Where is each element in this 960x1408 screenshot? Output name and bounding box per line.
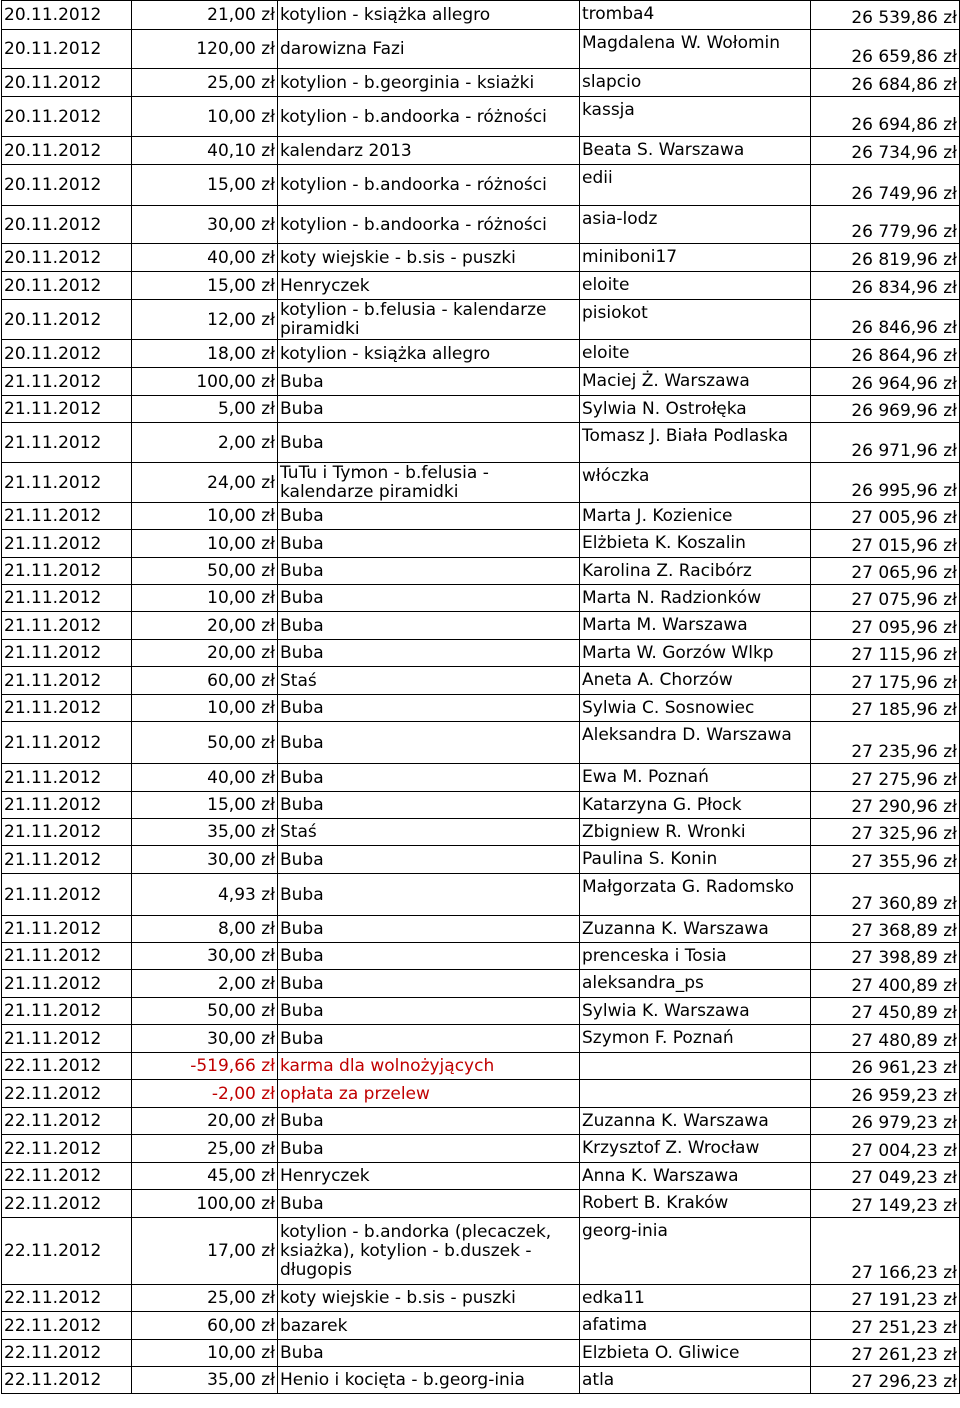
date-cell: 21.11.2012 bbox=[2, 722, 132, 764]
date-cell: 22.11.2012 bbox=[2, 1080, 132, 1108]
description-cell: Staś bbox=[278, 819, 580, 846]
date-cell: 21.11.2012 bbox=[2, 792, 132, 819]
date-cell: 22.11.2012 bbox=[2, 1340, 132, 1367]
balance-cell: 27 325,96 zł bbox=[811, 819, 960, 846]
donor-cell: Beata S. Warszawa bbox=[580, 137, 811, 165]
donor-cell: Marta W. Gorzów Wlkp bbox=[580, 640, 811, 667]
donor-cell: Paulina S. Konin bbox=[580, 846, 811, 874]
balance-cell: 27 166,23 zł bbox=[811, 1218, 960, 1285]
balance-cell: 27 115,96 zł bbox=[811, 640, 960, 667]
ledger-table bbox=[1, 0, 960, 1394]
description-cell: Buba bbox=[278, 1025, 580, 1053]
donor-cell: eloite bbox=[580, 340, 811, 368]
donor-cell: Anna K. Warszawa bbox=[580, 1163, 811, 1190]
table-row bbox=[2, 300, 960, 340]
amount-cell: 12,00 zł bbox=[132, 300, 278, 340]
table-row bbox=[2, 819, 960, 846]
table-row bbox=[2, 846, 960, 874]
balance-cell: 26 846,96 zł bbox=[811, 300, 960, 340]
description-cell: kotylion - książka allegro bbox=[278, 1, 580, 30]
donor-cell: kassja bbox=[580, 97, 811, 137]
table-row bbox=[2, 1135, 960, 1163]
table-row bbox=[2, 667, 960, 695]
balance-cell: 26 864,96 zł bbox=[811, 340, 960, 368]
table-row bbox=[2, 612, 960, 640]
description-cell: Buba bbox=[278, 503, 580, 530]
description-cell: Buba bbox=[278, 1190, 580, 1218]
description-cell: Buba bbox=[278, 368, 580, 396]
amount-cell: 120,00 zł bbox=[132, 30, 278, 69]
amount-cell: 40,10 zł bbox=[132, 137, 278, 165]
date-cell: 21.11.2012 bbox=[2, 368, 132, 396]
amount-cell: 15,00 zł bbox=[132, 272, 278, 300]
date-cell: 21.11.2012 bbox=[2, 874, 132, 916]
balance-cell: 26 979,23 zł bbox=[811, 1108, 960, 1135]
date-cell: 21.11.2012 bbox=[2, 916, 132, 943]
balance-cell: 26 995,96 zł bbox=[811, 463, 960, 503]
table-row bbox=[2, 1218, 960, 1285]
description-cell: Henryczek bbox=[278, 272, 580, 300]
amount-cell: 10,00 zł bbox=[132, 530, 278, 558]
date-cell: 22.11.2012 bbox=[2, 1312, 132, 1340]
donor-cell: Zuzanna K. Warszawa bbox=[580, 1108, 811, 1135]
date-cell: 21.11.2012 bbox=[2, 463, 132, 503]
balance-cell: 27 251,23 zł bbox=[811, 1312, 960, 1340]
amount-cell: 50,00 zł bbox=[132, 998, 278, 1025]
donor-cell: Sylwia C. Sosnowiec bbox=[580, 695, 811, 722]
balance-cell: 27 065,96 zł bbox=[811, 558, 960, 585]
donor-cell: Małgorzata G. Radomsko bbox=[580, 874, 811, 916]
table-row bbox=[2, 1080, 960, 1108]
balance-cell: 26 694,86 zł bbox=[811, 97, 960, 137]
table-row bbox=[2, 874, 960, 916]
donor-cell: Szymon F. Poznań bbox=[580, 1025, 811, 1053]
date-cell: 21.11.2012 bbox=[2, 667, 132, 695]
donor-cell: Magdalena W. Wołomin bbox=[580, 30, 811, 69]
description-cell: Buba bbox=[278, 998, 580, 1025]
date-cell: 20.11.2012 bbox=[2, 272, 132, 300]
amount-cell: 18,00 zł bbox=[132, 340, 278, 368]
date-cell: 20.11.2012 bbox=[2, 97, 132, 137]
table-row bbox=[2, 423, 960, 463]
description-cell: bazarek bbox=[278, 1312, 580, 1340]
table-row bbox=[2, 998, 960, 1025]
donor-cell: Katarzyna G. Płock bbox=[580, 792, 811, 819]
description-cell: Buba bbox=[278, 1108, 580, 1135]
date-cell: 20.11.2012 bbox=[2, 244, 132, 272]
description-cell: darowizna Fazi bbox=[278, 30, 580, 69]
donor-cell: Tomasz J. Biała Podlaska bbox=[580, 423, 811, 463]
description-cell: kotylion - b.andorka (plecaczek, ksiażka), kotylion - b.duszek - długopis bbox=[278, 1218, 580, 1285]
balance-cell: 26 961,23 zł bbox=[811, 1053, 960, 1080]
balance-cell: 26 734,96 zł bbox=[811, 137, 960, 165]
donor-cell: Aneta A. Chorzów bbox=[580, 667, 811, 695]
balance-cell: 27 398,89 zł bbox=[811, 943, 960, 970]
table-row bbox=[2, 1108, 960, 1135]
table-row bbox=[2, 30, 960, 69]
amount-cell: 50,00 zł bbox=[132, 722, 278, 764]
date-cell: 22.11.2012 bbox=[2, 1053, 132, 1080]
description-cell: kalendarz 2013 bbox=[278, 137, 580, 165]
date-cell: 22.11.2012 bbox=[2, 1108, 132, 1135]
amount-cell: -519,66 zł bbox=[132, 1053, 278, 1080]
donor-cell: Elżbieta K. Koszalin bbox=[580, 530, 811, 558]
amount-cell: 45,00 zł bbox=[132, 1163, 278, 1190]
amount-cell: 10,00 zł bbox=[132, 1340, 278, 1367]
amount-cell: -2,00 zł bbox=[132, 1080, 278, 1108]
table-row bbox=[2, 1190, 960, 1218]
table-row bbox=[2, 97, 960, 137]
balance-cell: 27 450,89 zł bbox=[811, 998, 960, 1025]
donor-cell: włóczka bbox=[580, 463, 811, 503]
table-row bbox=[2, 1025, 960, 1053]
table-row bbox=[2, 1285, 960, 1312]
donor-cell: aleksandra_ps bbox=[580, 970, 811, 998]
balance-cell: 27 360,89 zł bbox=[811, 874, 960, 916]
amount-cell: 10,00 zł bbox=[132, 503, 278, 530]
table-row bbox=[2, 244, 960, 272]
description-cell: karma dla wolnożyjących bbox=[278, 1053, 580, 1080]
amount-cell: 50,00 zł bbox=[132, 558, 278, 585]
date-cell: 20.11.2012 bbox=[2, 30, 132, 69]
table-row bbox=[2, 530, 960, 558]
table-row bbox=[2, 137, 960, 165]
donor-cell: Zuzanna K. Warszawa bbox=[580, 916, 811, 943]
amount-cell: 20,00 zł bbox=[132, 640, 278, 667]
amount-cell: 25,00 zł bbox=[132, 69, 278, 97]
balance-cell: 26 749,96 zł bbox=[811, 165, 960, 206]
description-cell: koty wiejskie - b.sis - puszki bbox=[278, 1285, 580, 1312]
date-cell: 22.11.2012 bbox=[2, 1190, 132, 1218]
description-cell: Buba bbox=[278, 943, 580, 970]
amount-cell: 60,00 zł bbox=[132, 667, 278, 695]
amount-cell: 100,00 zł bbox=[132, 1190, 278, 1218]
table-row bbox=[2, 503, 960, 530]
description-cell: Buba bbox=[278, 423, 580, 463]
balance-cell: 27 355,96 zł bbox=[811, 846, 960, 874]
amount-cell: 20,00 zł bbox=[132, 1108, 278, 1135]
amount-cell: 30,00 zł bbox=[132, 846, 278, 874]
donor-cell: Aleksandra D. Warszawa bbox=[580, 722, 811, 764]
date-cell: 21.11.2012 bbox=[2, 396, 132, 423]
description-cell: Henryczek bbox=[278, 1163, 580, 1190]
table-row bbox=[2, 792, 960, 819]
amount-cell: 40,00 zł bbox=[132, 764, 278, 792]
balance-cell: 27 296,23 zł bbox=[811, 1367, 960, 1394]
amount-cell: 25,00 zł bbox=[132, 1285, 278, 1312]
table-row bbox=[2, 1, 960, 30]
donor-cell: Marta N. Radzionków bbox=[580, 585, 811, 612]
amount-cell: 17,00 zł bbox=[132, 1218, 278, 1285]
balance-cell: 26 959,23 zł bbox=[811, 1080, 960, 1108]
balance-cell: 26 969,96 zł bbox=[811, 396, 960, 423]
balance-cell: 27 261,23 zł bbox=[811, 1340, 960, 1367]
donor-cell: slapcio bbox=[580, 69, 811, 97]
donor-cell: Karolina Z. Racibórz bbox=[580, 558, 811, 585]
balance-cell: 26 819,96 zł bbox=[811, 244, 960, 272]
amount-cell: 60,00 zł bbox=[132, 1312, 278, 1340]
description-cell: kotylion - książka allegro bbox=[278, 340, 580, 368]
description-cell: Henio i kocięta - b.georg-inia bbox=[278, 1367, 580, 1394]
balance-cell: 26 779,96 zł bbox=[811, 206, 960, 244]
description-cell: TuTu i Tymon - b.felusia - kalendarze piramidki bbox=[278, 463, 580, 503]
description-cell: Buba bbox=[278, 916, 580, 943]
description-cell: koty wiejskie - b.sis - puszki bbox=[278, 244, 580, 272]
amount-cell: 10,00 zł bbox=[132, 97, 278, 137]
table-row bbox=[2, 368, 960, 396]
balance-cell: 26 684,86 zł bbox=[811, 69, 960, 97]
table-row bbox=[2, 764, 960, 792]
donor-cell: eloite bbox=[580, 272, 811, 300]
date-cell: 20.11.2012 bbox=[2, 69, 132, 97]
donor-cell: tromba4 bbox=[580, 1, 811, 30]
donor-cell: Krzysztof Z. Wrocław bbox=[580, 1135, 811, 1163]
balance-cell: 27 015,96 zł bbox=[811, 530, 960, 558]
donor-cell: Ewa M. Poznań bbox=[580, 764, 811, 792]
balance-cell: 27 004,23 zł bbox=[811, 1135, 960, 1163]
table-row bbox=[2, 165, 960, 206]
balance-cell: 27 480,89 zł bbox=[811, 1025, 960, 1053]
table-row bbox=[2, 970, 960, 998]
balance-cell: 27 290,96 zł bbox=[811, 792, 960, 819]
date-cell: 21.11.2012 bbox=[2, 764, 132, 792]
amount-cell: 21,00 zł bbox=[132, 1, 278, 30]
table-row bbox=[2, 69, 960, 97]
donor-cell: georg-inia bbox=[580, 1218, 811, 1285]
balance-cell: 26 964,96 zł bbox=[811, 368, 960, 396]
amount-cell: 10,00 zł bbox=[132, 585, 278, 612]
date-cell: 20.11.2012 bbox=[2, 206, 132, 244]
donor-cell: Marta M. Warszawa bbox=[580, 612, 811, 640]
date-cell: 21.11.2012 bbox=[2, 423, 132, 463]
amount-cell: 8,00 zł bbox=[132, 916, 278, 943]
donor-cell: atla bbox=[580, 1367, 811, 1394]
amount-cell: 35,00 zł bbox=[132, 819, 278, 846]
date-cell: 21.11.2012 bbox=[2, 1025, 132, 1053]
amount-cell: 2,00 zł bbox=[132, 423, 278, 463]
date-cell: 21.11.2012 bbox=[2, 943, 132, 970]
description-cell: Buba bbox=[278, 874, 580, 916]
balance-cell: 27 075,96 zł bbox=[811, 585, 960, 612]
balance-cell: 27 049,23 zł bbox=[811, 1163, 960, 1190]
description-cell: Buba bbox=[278, 846, 580, 874]
donor-cell: Zbigniew R. Wronki bbox=[580, 819, 811, 846]
amount-cell: 24,00 zł bbox=[132, 463, 278, 503]
description-cell: Buba bbox=[278, 640, 580, 667]
amount-cell: 15,00 zł bbox=[132, 165, 278, 206]
amount-cell: 100,00 zł bbox=[132, 368, 278, 396]
description-cell: Buba bbox=[278, 764, 580, 792]
donor-cell bbox=[580, 1080, 811, 1108]
donor-cell: edka11 bbox=[580, 1285, 811, 1312]
table-row bbox=[2, 558, 960, 585]
date-cell: 20.11.2012 bbox=[2, 300, 132, 340]
balance-cell: 27 235,96 zł bbox=[811, 722, 960, 764]
donor-cell: pisiokot bbox=[580, 300, 811, 340]
table-row bbox=[2, 695, 960, 722]
description-cell: Buba bbox=[278, 612, 580, 640]
table-row bbox=[2, 1053, 960, 1080]
description-cell: Buba bbox=[278, 792, 580, 819]
description-cell: Buba bbox=[278, 695, 580, 722]
balance-cell: 26 834,96 zł bbox=[811, 272, 960, 300]
donor-cell bbox=[580, 1053, 811, 1080]
donor-cell: Maciej Ż. Warszawa bbox=[580, 368, 811, 396]
description-cell: Buba bbox=[278, 585, 580, 612]
amount-cell: 4,93 zł bbox=[132, 874, 278, 916]
date-cell: 21.11.2012 bbox=[2, 503, 132, 530]
amount-cell: 20,00 zł bbox=[132, 612, 278, 640]
date-cell: 20.11.2012 bbox=[2, 137, 132, 165]
table-row bbox=[2, 340, 960, 368]
amount-cell: 30,00 zł bbox=[132, 206, 278, 244]
date-cell: 21.11.2012 bbox=[2, 558, 132, 585]
donor-cell: Elzbieta O. Gliwice bbox=[580, 1340, 811, 1367]
table-row bbox=[2, 463, 960, 503]
balance-cell: 27 095,96 zł bbox=[811, 612, 960, 640]
description-cell: Buba bbox=[278, 1340, 580, 1367]
amount-cell: 2,00 zł bbox=[132, 970, 278, 998]
balance-cell: 27 175,96 zł bbox=[811, 667, 960, 695]
description-cell: Buba bbox=[278, 970, 580, 998]
date-cell: 22.11.2012 bbox=[2, 1163, 132, 1190]
balance-cell: 26 539,86 zł bbox=[811, 1, 960, 30]
description-cell: kotylion - b.georginia - ksiażki bbox=[278, 69, 580, 97]
amount-cell: 35,00 zł bbox=[132, 1367, 278, 1394]
description-cell: Staś bbox=[278, 667, 580, 695]
date-cell: 21.11.2012 bbox=[2, 846, 132, 874]
balance-cell: 26 971,96 zł bbox=[811, 423, 960, 463]
donor-cell: edii bbox=[580, 165, 811, 206]
table-row bbox=[2, 916, 960, 943]
donor-cell: asia-lodz bbox=[580, 206, 811, 244]
description-cell: Buba bbox=[278, 530, 580, 558]
balance-cell: 27 185,96 zł bbox=[811, 695, 960, 722]
date-cell: 20.11.2012 bbox=[2, 165, 132, 206]
description-cell: Buba bbox=[278, 396, 580, 423]
balance-cell: 27 400,89 zł bbox=[811, 970, 960, 998]
balance-cell: 26 659,86 zł bbox=[811, 30, 960, 69]
amount-cell: 30,00 zł bbox=[132, 1025, 278, 1053]
table-row bbox=[2, 272, 960, 300]
balance-cell: 27 191,23 zł bbox=[811, 1285, 960, 1312]
amount-cell: 40,00 zł bbox=[132, 244, 278, 272]
table-row bbox=[2, 585, 960, 612]
date-cell: 21.11.2012 bbox=[2, 819, 132, 846]
date-cell: 20.11.2012 bbox=[2, 340, 132, 368]
date-cell: 21.11.2012 bbox=[2, 530, 132, 558]
balance-cell: 27 005,96 zł bbox=[811, 503, 960, 530]
date-cell: 22.11.2012 bbox=[2, 1367, 132, 1394]
description-cell: Buba bbox=[278, 1135, 580, 1163]
table-row bbox=[2, 1340, 960, 1367]
balance-cell: 27 275,96 zł bbox=[811, 764, 960, 792]
donor-cell: Sylwia K. Warszawa bbox=[580, 998, 811, 1025]
date-cell: 21.11.2012 bbox=[2, 585, 132, 612]
amount-cell: 5,00 zł bbox=[132, 396, 278, 423]
table-row bbox=[2, 206, 960, 244]
description-cell: Buba bbox=[278, 558, 580, 585]
donor-cell: afatima bbox=[580, 1312, 811, 1340]
date-cell: 22.11.2012 bbox=[2, 1218, 132, 1285]
donor-cell: prenceska i Tosia bbox=[580, 943, 811, 970]
description-cell: kotylion - b.andoorka - różności bbox=[278, 206, 580, 244]
table-row bbox=[2, 943, 960, 970]
ledger-body bbox=[2, 1, 960, 1394]
balance-cell: 27 368,89 zł bbox=[811, 916, 960, 943]
table-row bbox=[2, 396, 960, 423]
date-cell: 21.11.2012 bbox=[2, 998, 132, 1025]
description-cell: kotylion - b.andoorka - różności bbox=[278, 97, 580, 137]
table-row bbox=[2, 1312, 960, 1340]
description-cell: kotylion - b.andoorka - różności bbox=[278, 165, 580, 206]
description-cell: Buba bbox=[278, 722, 580, 764]
table-row bbox=[2, 722, 960, 764]
donor-cell: Marta J. Kozienice bbox=[580, 503, 811, 530]
description-cell: opłata za przelew bbox=[278, 1080, 580, 1108]
description-cell: kotylion - b.felusia - kalendarze piramidki bbox=[278, 300, 580, 340]
table-row bbox=[2, 1367, 960, 1394]
balance-cell: 27 149,23 zł bbox=[811, 1190, 960, 1218]
date-cell: 22.11.2012 bbox=[2, 1135, 132, 1163]
date-cell: 21.11.2012 bbox=[2, 970, 132, 998]
date-cell: 20.11.2012 bbox=[2, 1, 132, 30]
date-cell: 21.11.2012 bbox=[2, 612, 132, 640]
date-cell: 22.11.2012 bbox=[2, 1285, 132, 1312]
date-cell: 21.11.2012 bbox=[2, 640, 132, 667]
table-row bbox=[2, 1163, 960, 1190]
amount-cell: 25,00 zł bbox=[132, 1135, 278, 1163]
amount-cell: 30,00 zł bbox=[132, 943, 278, 970]
donor-cell: Sylwia N. Ostrołęka bbox=[580, 396, 811, 423]
amount-cell: 10,00 zł bbox=[132, 695, 278, 722]
amount-cell: 15,00 zł bbox=[132, 792, 278, 819]
donor-cell: miniboni17 bbox=[580, 244, 811, 272]
table-row bbox=[2, 640, 960, 667]
date-cell: 21.11.2012 bbox=[2, 695, 132, 722]
donor-cell: Robert B. Kraków bbox=[580, 1190, 811, 1218]
